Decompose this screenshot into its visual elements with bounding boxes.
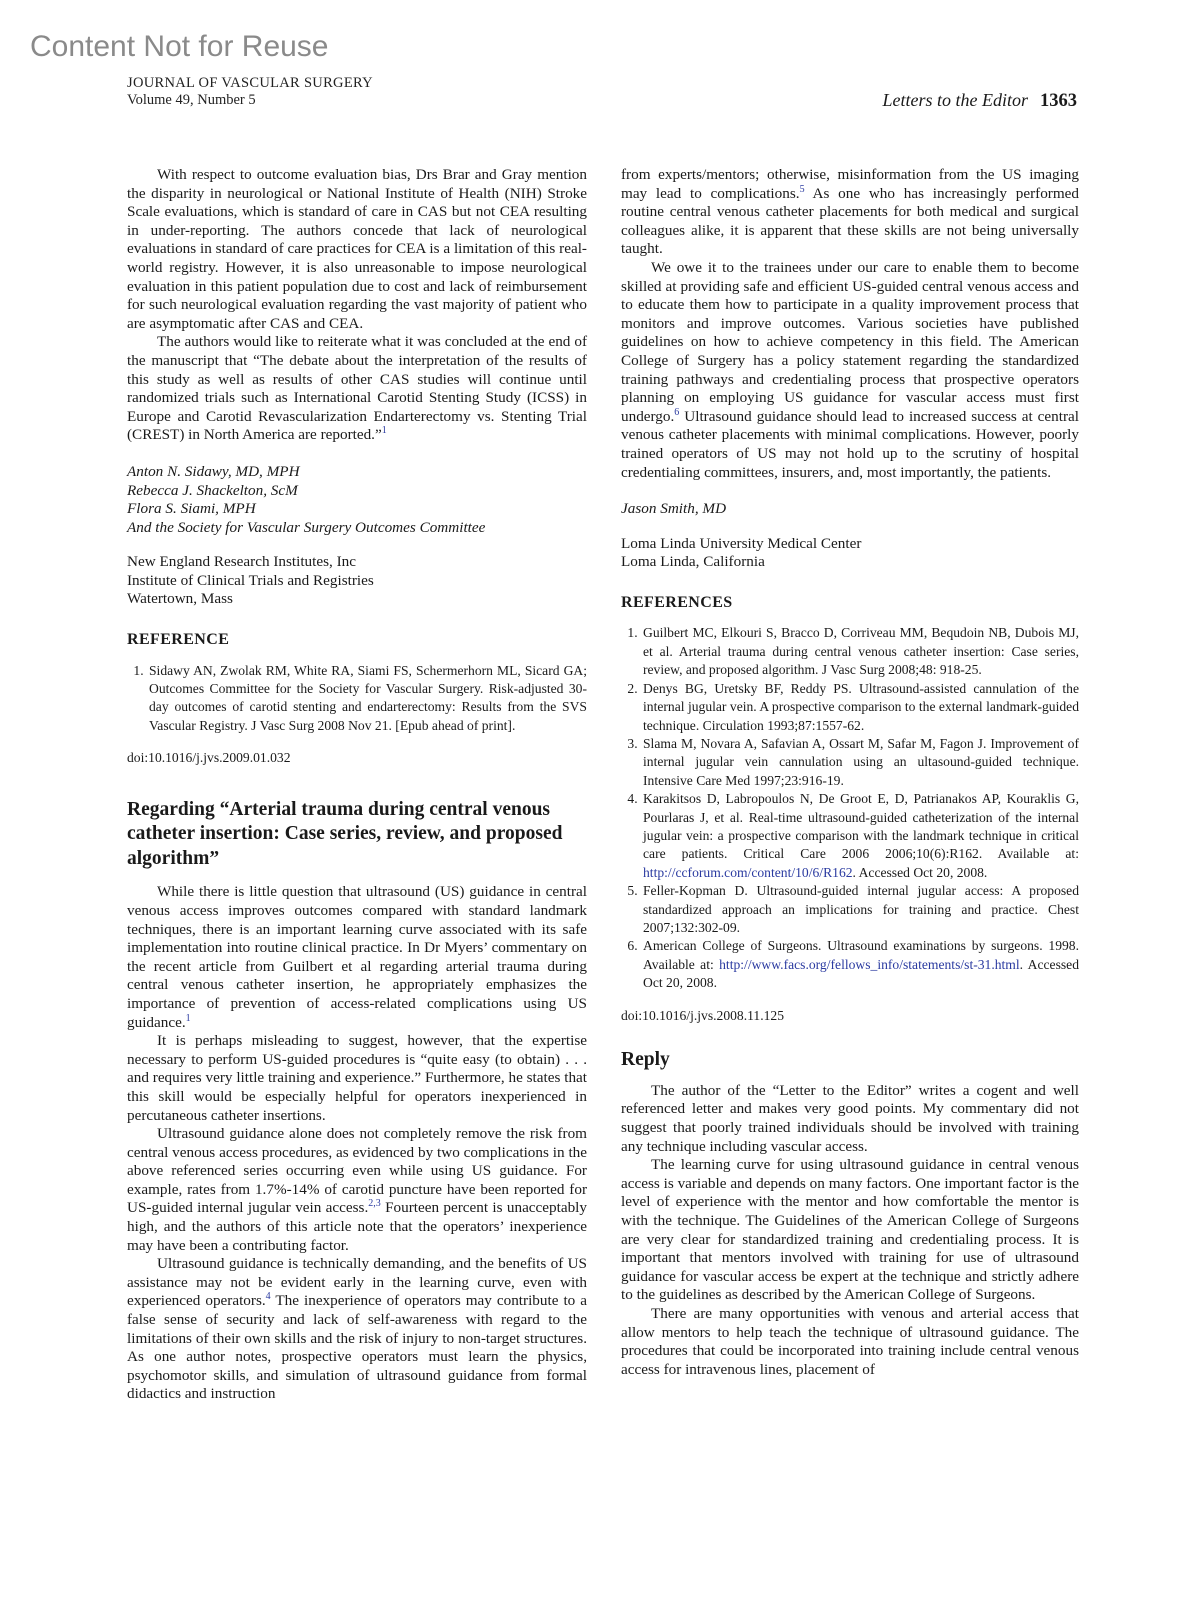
reference-text: American College of Surgeons. Ultrasound examinations by surgeons. 1998. Available at: xyxy=(643,938,1079,972)
reference-link[interactable]: http://ccforum.com/content/10/6/R162 xyxy=(643,864,853,880)
citation-link[interactable]: 1 xyxy=(381,425,387,437)
citation-link[interactable]: 4 xyxy=(265,1291,271,1303)
reply-heading: Reply xyxy=(621,1049,670,1071)
signature-line: Flora S. Siami, MPH xyxy=(127,500,256,518)
journal-header xyxy=(127,75,373,109)
body-paragraph xyxy=(621,166,1079,259)
watermark: Content Not for Reuse xyxy=(30,30,329,63)
affiliation-line: Institute of Clinical Trials and Registries xyxy=(127,571,374,589)
right-column xyxy=(621,166,1079,1379)
citation-link[interactable]: 2,3 xyxy=(368,1198,381,1210)
paragraph-text: While there is little question that ultrasound (US) guidance in central venous access improves outcomes compared with standard landmark techniques, there is an important learning curve associated with its safe implementation into routine clinical practice. In Dr Myers’ commentary on the recent article from Guilbert et al regarding arterial trauma during central venous catheter insertion, he appropriately emphasizes the importance of prevention of access-related complications using US guidance. xyxy=(127,883,587,1031)
paragraph-text: Fourteen percent is unacceptably high, and the authors of this article note that the operators’ inexperience may have been a contributing factor. xyxy=(127,1199,587,1254)
signature-line: Rebecca J. Shackelton, ScM xyxy=(127,481,298,499)
body-paragraph: It is perhaps misleading to suggest, however, that the expertise necessary to perform US-guided procedures is “quite easy (to obtain) . . . and requires very little training and experience.” Furthermore, he states that this skill would be especially helpful for operators inexperienced in percutaneous catheter insertions. xyxy=(127,1032,587,1124)
author-signatures xyxy=(127,463,587,537)
citation-link[interactable]: 6 xyxy=(674,406,680,418)
citation-link[interactable]: 1 xyxy=(185,1012,191,1024)
paragraph-text: The authors would like to reiterate what it was concluded at the end of the manuscript that “The debate about the interpretation of the results of this study as well as results of other CAS studies will continue until randomized trials such as International Carotid Stenting Study (ICSS) in Europe and Carotid Revascularization Endarterectomy vs. Stenting Trial (CREST) in North America are reported.” xyxy=(127,333,587,444)
reference-text: . Accessed Oct 20, 2008. xyxy=(643,956,1079,991)
author-affiliation xyxy=(127,553,587,609)
paragraph-text: As one who has increasingly performed routine central venous catheter placements for both medical and surgical colleagues alike, it is apparent that these skills are not being universally taught. xyxy=(621,184,1079,258)
reference-item: 1. Sidawy AN, Zwolak RM, White RA, Siami FS, Schermerhorn ML, Sicard GA; Outcomes Committee for the Society for Vascular Surgery. Risk-adjusted 30-day outcomes of carotid stenting and endarterectomy: Results from the SVS Vascular Registry. J Vasc Surg 2008 Nov 21. [Epub ahead of print]. xyxy=(147,662,587,736)
body-paragraph xyxy=(127,1255,587,1404)
affiliation-line: Watertown, Mass xyxy=(127,590,233,608)
reference-list xyxy=(621,624,1079,992)
doi: doi:10.1016/j.jvs.2009.01.032 xyxy=(127,750,291,766)
reference-list xyxy=(127,662,587,736)
reference-item xyxy=(641,937,1079,992)
reference-item: 2. Denys BG, Uretsky BF, Reddy PS. Ultrasound-assisted cannulation of the internal jugular vein. A prospective comparison to the external landmark-guided technique. Circulation 1993;87:1557-62. xyxy=(641,680,1079,735)
reference-item xyxy=(641,790,1079,882)
reference-item: 5. Feller-Kopman D. Ultrasound-guided internal jugular access: A proposed standardized approach an implications for training and practice. Chest 2007;132:302-09. xyxy=(641,882,1079,937)
affiliation-line: Loma Linda, California xyxy=(621,553,765,571)
reference-heading: REFERENCE xyxy=(127,631,230,649)
references-heading: REFERENCES xyxy=(621,593,733,611)
running-header xyxy=(883,90,1078,112)
body-paragraph xyxy=(127,1125,587,1255)
left-column xyxy=(127,166,587,1404)
affiliation-line: Loma Linda University Medical Center xyxy=(621,534,862,552)
paragraph-text: The inexperience of operators may contribute to a false sense of security and lack of self-awareness with regard to the limitations of their own skills and the risk of injury to non-target structures. As one author notes, prospective operators must learn the physics, psychomotor skills, and simulation of ultrasound guidance from formal didactics and instruction xyxy=(127,1292,587,1403)
reference-text: Karakitsos D, Labropoulos N, De Groot E, D, Patrianakos AP, Kouraklis G, Pourlaras J, et al. Real-time ultrasound-guided catheterization of the internal jugular vein: a prospective comparison with the landmark technique in critical care patients. Critical Care 2006 2006;10(6):R162. Available at: xyxy=(643,791,1079,862)
signature-line: Jason Smith, MD xyxy=(621,500,727,518)
article-title: Regarding “Arterial trauma during central venous catheter insertion: Case series, review, and proposed algorithm” xyxy=(127,798,563,869)
section-name: Letters to the Editor xyxy=(882,90,1028,110)
reference-link[interactable]: http://www.facs.org/fellows_info/statements/st-31.html xyxy=(719,956,1020,972)
paragraph-text: Ultrasound guidance should lead to increased success at central venous catheter placements with minimal complications. However, poorly trained operators of US may not hold up to the scrutiny of hospital credentialing committees, insurers, and, most importantly, the patients. xyxy=(621,407,1079,481)
body-paragraph xyxy=(621,259,1079,482)
body-paragraph xyxy=(127,333,587,445)
body-paragraph xyxy=(127,883,587,1032)
paragraph-text: Ultrasound guidance is technically demanding, and the benefits of US assistance may not be evident early in the learning curve, even with experienced operators. xyxy=(127,1255,587,1310)
body-paragraph: With respect to outcome evaluation bias, Drs Brar and Gray mention the disparity in neurological or National Institute of Health (NIH) Stroke Scale evaluations, which is standard of care in CAS but not CEA resulting in under-reporting. The authors concede that lack of neurological evaluations in standard of care practices for CEA is a limitation of this real-world registry. However, it is also unreasonable to impose neurological evaluation in this patient population due to cost and lack of reimbursement for such neurological evaluation regarding the vast majority of patient who are asymptomatic after CAS and CEA. xyxy=(127,166,587,332)
signature-line: And the Society for Vascular Surgery Outcomes Committee xyxy=(127,518,486,536)
affiliation-line: New England Research Institutes, Inc xyxy=(127,553,357,571)
body-paragraph: The learning curve for using ultrasound guidance in central venous access is variable and depends on many factors. One important factor is the level of experience with the mentor and how comfortable the mentor is with the technique. The Guidelines of the American College of Surgeons are very clear for standardized training and credentialing process. It is important that mentors involved with training for use of ultrasound guidance for vascular access be expert at the technique and strictly adhere to the guidelines as described by the American College of Surgeons. xyxy=(621,1156,1079,1304)
journal-volume: Volume 49, Number 5 xyxy=(127,92,256,108)
reference-text: . Accessed Oct 20, 2008. xyxy=(852,864,988,880)
body-paragraph: There are many opportunities with venous and arterial access that allow mentors to help teach the technique of ultrasound guidance. The procedures that could be incorporated into training include central venous access for intravenous lines, placement of xyxy=(621,1304,1079,1378)
paragraph-text: Ultrasound guidance alone does not completely remove the risk from central venous access procedures, as evidenced by two complications in the above referenced series occurring even while using US guidance. For example, rates from 1.7%-14% of carotid puncture have been reported for US-guided internal jugular vein access. xyxy=(127,1125,587,1217)
author-signature xyxy=(621,500,1079,519)
citation-link[interactable]: 5 xyxy=(799,183,805,195)
doi: doi:10.1016/j.jvs.2008.11.125 xyxy=(621,1007,785,1023)
paragraph-text: from experts/mentors; otherwise, misinformation from the US imaging may lead to complications. xyxy=(621,166,1079,202)
page-number: 1363 xyxy=(1040,91,1077,111)
paragraph-text: We owe it to the trainees under our care to enable them to become skilled at providing safe and efficient US-guided central venous access and to educate them how to participate in a quality improvement process that monitors and improve outcomes. Various societies have published guidelines on how to achieve competency in this field. The American College of Surgery has a policy statement regarding the standardized training pathways and credentialing process that prospective operators planning on employing US guidance for vascular access must first undergo. xyxy=(621,258,1079,425)
reference-item: 3. Slama M, Novara A, Safavian A, Ossart M, Safar M, Fagon J. Improvement of internal jugular vein cannulation using an ultasound-guided technique. Intensive Care Med 1997;23:916-19. xyxy=(641,735,1079,790)
body-paragraph: The author of the “Letter to the Editor” writes a cogent and well referenced letter and makes very good points. My commentary did not suggest that poorly trained individuals should be involved with training any technique including vascular access. xyxy=(621,1081,1079,1155)
reference-item: 1. Guilbert MC, Elkouri S, Bracco D, Corriveau MM, Bequdoin NB, Dubois MJ, et al. Arterial trauma during central venous catheter insertion: Case series, review, and proposed algorithm. J Vasc Surg 2008;48: 918-25. xyxy=(641,624,1079,679)
author-affiliation xyxy=(621,535,1079,572)
journal-name: JOURNAL OF VASCULAR SURGERY xyxy=(127,75,373,91)
signature-line: Anton N. Sidawy, MD, MPH xyxy=(127,462,300,480)
